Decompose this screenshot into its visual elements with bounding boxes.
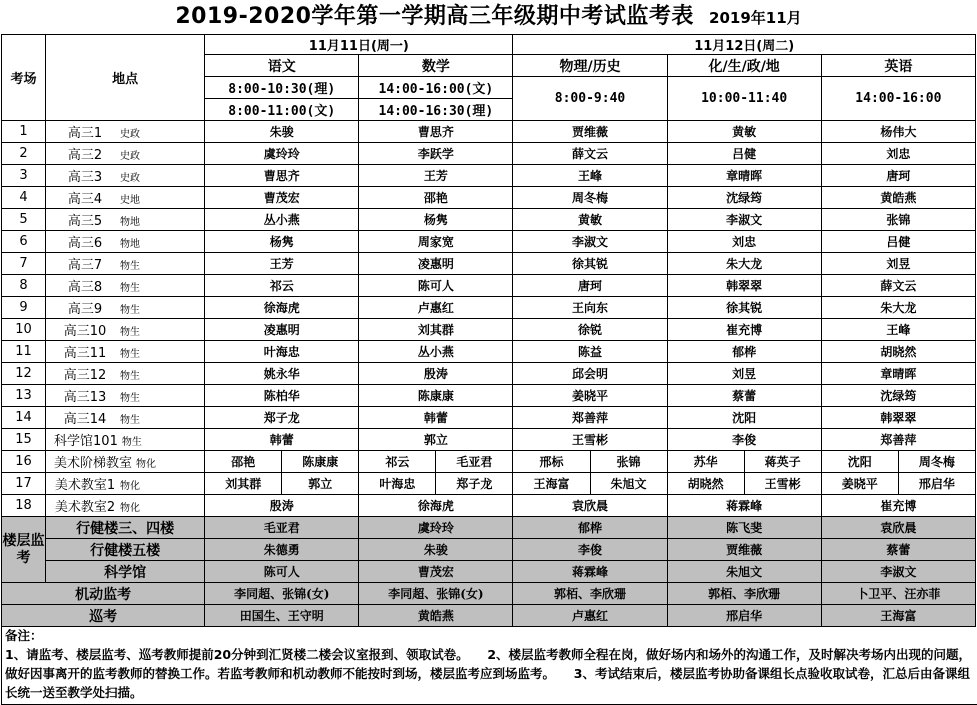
proctor-name: 周冬梅 xyxy=(898,451,975,473)
proctor-name: 王芳 xyxy=(205,253,359,275)
room-location xyxy=(46,253,205,275)
proctor-name: 毛亚君 xyxy=(436,451,513,473)
room-number: 16 xyxy=(2,451,46,473)
proctor-name: 崔充博 xyxy=(667,319,821,341)
proctor-name: 蔡蕾 xyxy=(667,385,821,407)
room-number: 2 xyxy=(2,143,46,165)
proctor-name: 沈绿筠 xyxy=(821,385,975,407)
table-row xyxy=(2,583,976,605)
room-location xyxy=(46,187,205,209)
proctor-name: 刘忠 xyxy=(667,231,821,253)
table-row xyxy=(2,539,976,561)
room-col-header: 考场 xyxy=(2,35,46,121)
room-location xyxy=(46,363,205,385)
proctor-name: 邢标 xyxy=(513,451,590,473)
proctor-name: 陈益 xyxy=(513,341,667,363)
proctor-name: 杨隽 xyxy=(359,209,513,231)
proctor-name: 王雪彬 xyxy=(744,473,821,495)
proctor-name: 王海富 xyxy=(821,605,975,627)
proctor-name: 殷涛 xyxy=(359,363,513,385)
proctor-name: 徐海虎 xyxy=(205,297,359,319)
room-tag: 物化 xyxy=(136,459,157,470)
split-rows xyxy=(2,451,976,517)
room-name: 高三12 xyxy=(63,368,107,383)
room-number: 18 xyxy=(2,495,46,517)
proctor-name: 邱会明 xyxy=(513,363,667,385)
proctor-name: 苏华 xyxy=(667,451,744,473)
proctor-name: 祁云 xyxy=(205,275,359,297)
table-row xyxy=(2,495,976,517)
room-name: 高三1 xyxy=(67,126,103,141)
table-row xyxy=(2,385,976,407)
table-row xyxy=(2,473,976,495)
time-math-art: 14:00-16:00(文) xyxy=(359,77,513,99)
floor-proctor-rows xyxy=(2,517,976,627)
table-row xyxy=(2,275,976,297)
proctor-name: 蒋英子 xyxy=(744,451,821,473)
proctor-name: 陈康康 xyxy=(359,385,513,407)
proctor-name: 丛小燕 xyxy=(359,341,513,363)
proctor-name: 黄皓燕 xyxy=(359,605,513,627)
proctor-name: 沈阳 xyxy=(821,451,898,473)
room-name: 高三5 xyxy=(67,214,103,229)
proctor-name: 刘昱 xyxy=(667,363,821,385)
location-col-header: 地点 xyxy=(46,35,205,121)
room-location xyxy=(46,121,205,143)
room-number: 15 xyxy=(2,429,46,451)
table-row xyxy=(2,319,976,341)
proctor-name: 王海富 xyxy=(513,473,590,495)
proctor-name: 卜卫平、汪亦菲 xyxy=(821,583,975,605)
proctor-name: 吕健 xyxy=(821,231,975,253)
proctor-name: 郑善萍 xyxy=(513,407,667,429)
proctor-name: 王峰 xyxy=(821,319,975,341)
subject-english: 英语 xyxy=(821,55,975,77)
proctor-name: 黄皓燕 xyxy=(821,187,975,209)
room-number: 10 xyxy=(2,319,46,341)
proctor-name: 李同超、张锦(女) xyxy=(359,583,513,605)
room-name: 美术阶梯教室 xyxy=(54,456,133,471)
proctor-name: 薛文云 xyxy=(821,275,975,297)
proctor-name: 郭栢、李欣珊 xyxy=(513,583,667,605)
room-location xyxy=(46,451,205,473)
room-name: 高三10 xyxy=(63,324,107,339)
room-name: 高三7 xyxy=(67,258,103,273)
room-number: 13 xyxy=(2,385,46,407)
table-row xyxy=(2,253,976,275)
table-row xyxy=(2,143,976,165)
room-tag: 物生 xyxy=(120,371,141,382)
table-row xyxy=(2,363,976,385)
time-chinese-art: 8:00-11:00(文) xyxy=(205,99,359,121)
table-row xyxy=(2,165,976,187)
proctor-name: 周家宽 xyxy=(359,231,513,253)
room-name: 高三4 xyxy=(67,192,103,207)
room-name: 高三3 xyxy=(67,170,103,185)
proctor-name: 韩翠翠 xyxy=(821,407,975,429)
proctor-name: 韩翠翠 xyxy=(667,275,821,297)
time-english: 14:00-16:00 xyxy=(821,77,975,121)
proctor-name: 卢惠红 xyxy=(359,297,513,319)
proctor-name: 张锦 xyxy=(821,209,975,231)
room-name: 高三14 xyxy=(63,412,107,427)
proctor-name: 姜晓平 xyxy=(513,385,667,407)
room-name: 高三11 xyxy=(63,346,107,361)
floor-proctor-label: 楼层监考 xyxy=(2,517,46,583)
proctor-name: 王雪彬 xyxy=(513,429,667,451)
proctor-name: 陈柏华 xyxy=(205,385,359,407)
notes-section xyxy=(1,624,977,705)
proctor-name: 薛文云 xyxy=(513,143,667,165)
proctor-name: 凌惠明 xyxy=(359,253,513,275)
proctor-name: 曹茂宏 xyxy=(359,561,513,583)
proctor-name: 刘忠 xyxy=(821,143,975,165)
proctor-name: 崔充博 xyxy=(821,495,975,517)
room-tag: 物地 xyxy=(120,217,141,228)
room-location xyxy=(46,297,205,319)
room-number: 9 xyxy=(2,297,46,319)
proctor-name: 郑子龙 xyxy=(436,473,513,495)
room-location xyxy=(46,165,205,187)
subject-physics-history: 物理/历史 xyxy=(513,55,667,77)
proctor-name: 胡晓然 xyxy=(667,473,744,495)
proctor-name: 朱旭文 xyxy=(667,561,821,583)
room-number: 5 xyxy=(2,209,46,231)
proctor-name: 杨伟大 xyxy=(821,121,975,143)
proctor-name: 王峰 xyxy=(513,165,667,187)
proctor-name: 邵艳 xyxy=(359,187,513,209)
table-header xyxy=(2,35,976,121)
proctor-name: 胡晓然 xyxy=(821,341,975,363)
proctor-name: 沈阳 xyxy=(667,407,821,429)
room-tag: 史政 xyxy=(120,173,141,184)
proctor-name: 邢启华 xyxy=(667,605,821,627)
proctor-name: 袁欣晨 xyxy=(513,495,667,517)
room-number: 11 xyxy=(2,341,46,363)
proctor-name: 姚永华 xyxy=(205,363,359,385)
notes-heading: 备注： xyxy=(5,628,43,643)
proctor-name: 徐其锐 xyxy=(667,297,821,319)
proctor-name: 曹思齐 xyxy=(359,121,513,143)
floor-area: 科学馆 xyxy=(46,561,205,583)
room-tag: 物地 xyxy=(120,239,141,250)
proctor-name: 韩蕾 xyxy=(205,429,359,451)
proctor-name: 刘昱 xyxy=(821,253,975,275)
room-tag: 物生 xyxy=(120,261,141,272)
proctor-name: 韩蕾 xyxy=(359,407,513,429)
proctor-name: 虞玲玲 xyxy=(205,143,359,165)
day2-header: 11月12日(周二) xyxy=(513,35,976,55)
proctor-name: 凌惠明 xyxy=(205,319,359,341)
proctor-name: 刘其群 xyxy=(205,473,282,495)
room-location xyxy=(46,231,205,253)
subject-math: 数学 xyxy=(359,55,513,77)
room-number: 14 xyxy=(2,407,46,429)
room-name: 高三9 xyxy=(67,302,103,317)
table-row xyxy=(2,429,976,451)
proctor-name: 邵艳 xyxy=(205,451,282,473)
room-location xyxy=(46,275,205,297)
table-row xyxy=(2,187,976,209)
proctor-name: 曹思齐 xyxy=(205,165,359,187)
table-row xyxy=(2,517,976,539)
proctor-name: 王芳 xyxy=(359,165,513,187)
proctor-name: 李俊 xyxy=(513,539,667,561)
room-name: 美术教室2 xyxy=(54,500,116,515)
proctor-name: 朱旭文 xyxy=(590,473,667,495)
room-location xyxy=(46,495,205,517)
proctor-name: 徐其锐 xyxy=(513,253,667,275)
proctor-name: 陈康康 xyxy=(282,451,359,473)
room-location xyxy=(46,319,205,341)
proctor-name: 陈可人 xyxy=(205,561,359,583)
proctor-name: 蒋霖峰 xyxy=(513,561,667,583)
proctor-name: 朱大龙 xyxy=(667,253,821,275)
proctor-name: 陈飞斐 xyxy=(667,517,821,539)
proctor-name: 郁桦 xyxy=(513,517,667,539)
room-location xyxy=(46,429,205,451)
proctor-name: 郭立 xyxy=(282,473,359,495)
proctor-name: 郭栢、李欣珊 xyxy=(667,583,821,605)
room-name: 高三13 xyxy=(63,390,107,405)
proctor-name: 卢惠红 xyxy=(513,605,667,627)
proctor-name: 虞玲玲 xyxy=(359,517,513,539)
room-location xyxy=(46,385,205,407)
proctor-name: 李淑文 xyxy=(821,561,975,583)
time-math-sci: 14:00-16:30(理) xyxy=(359,99,513,121)
table-row xyxy=(2,341,976,363)
room-name: 高三2 xyxy=(67,148,103,163)
room-tag: 史政 xyxy=(120,129,141,140)
proctor-name: 贾维薇 xyxy=(513,121,667,143)
time-physics: 8:00-9:40 xyxy=(513,77,667,121)
proctor-name: 郁桦 xyxy=(667,341,821,363)
table-row xyxy=(2,209,976,231)
time-chinese-sci: 8:00-10:30(理) xyxy=(205,77,359,99)
proctor-name: 袁欣晨 xyxy=(821,517,975,539)
room-tag: 史地 xyxy=(120,195,141,206)
floor-area: 行健楼三、四楼 xyxy=(46,517,205,539)
page-title: 2019-2020学年第一学期高三年级期中考试监考表 xyxy=(175,4,694,29)
room-number: 17 xyxy=(2,473,46,495)
floor-area: 行健楼五楼 xyxy=(46,539,205,561)
room-location xyxy=(46,209,205,231)
day1-header: 11月11日(周一) xyxy=(205,35,513,55)
proctor-name: 唐珂 xyxy=(513,275,667,297)
proctor-name: 章晴晖 xyxy=(821,363,975,385)
room-number: 6 xyxy=(2,231,46,253)
proctor-name: 李跃学 xyxy=(359,143,513,165)
proctor-name: 毛亚君 xyxy=(205,517,359,539)
room-tag: 物生 xyxy=(120,327,141,338)
proctor-name: 黄敏 xyxy=(513,209,667,231)
proctor-name: 郭立 xyxy=(359,429,513,451)
proctor-name: 李淑文 xyxy=(667,209,821,231)
proctor-name: 邢启华 xyxy=(898,473,975,495)
proctor-name: 章晴晖 xyxy=(667,165,821,187)
schedule-table xyxy=(1,34,976,627)
room-location xyxy=(46,341,205,363)
proctor-name: 曹茂宏 xyxy=(205,187,359,209)
room-number: 1 xyxy=(2,121,46,143)
room-tag: 物生 xyxy=(120,393,141,404)
proctor-name: 丛小燕 xyxy=(205,209,359,231)
room-location xyxy=(46,473,205,495)
room-tag: 物化 xyxy=(120,503,141,514)
room-number: 7 xyxy=(2,253,46,275)
proctor-name: 李同超、张锦(女) xyxy=(205,583,359,605)
table-row xyxy=(2,407,976,429)
table-row xyxy=(2,451,976,473)
table-row xyxy=(2,231,976,253)
proctor-name: 叶海忠 xyxy=(205,341,359,363)
room-number: 8 xyxy=(2,275,46,297)
proctor-name: 叶海忠 xyxy=(359,473,436,495)
proctor-name: 李俊 xyxy=(667,429,821,451)
proctor-name: 朱骏 xyxy=(359,539,513,561)
notes-body: 1、请监考、楼层监考、巡考教师提前20分钟到汇贤楼二楼会议室报到、领取试卷。 2、楼层监考教师全程在岗，做好场内和场外的沟通工作，及时解决考场内出现的问题，做好因事离开的监考教师的替换工作。若监考教师和机动教师不能按时到场，楼层监考应到场监考。 3、考试结束后，楼层监考协助备课组长点验收取试卷，汇总后由备课组长统一送至教学处扫描。 xyxy=(5,647,972,700)
proctor-name: 李淑文 xyxy=(513,231,667,253)
room-name: 科学馆101 xyxy=(54,434,118,449)
patrol-label: 巡考 xyxy=(2,605,205,627)
room-tag: 物化 xyxy=(120,481,141,492)
time-chem: 10:00-11:40 xyxy=(667,77,821,121)
proctor-name: 郑善萍 xyxy=(821,429,975,451)
table-row xyxy=(2,297,976,319)
title-date: 2019年11月 xyxy=(709,9,802,27)
proctor-name: 黄敏 xyxy=(667,121,821,143)
room-name: 美术教室1 xyxy=(54,478,116,493)
proctor-name: 田国生、王守明 xyxy=(205,605,359,627)
proctor-name: 殷涛 xyxy=(205,495,359,517)
proctor-name: 姜晓平 xyxy=(821,473,898,495)
proctor-name: 朱骏 xyxy=(205,121,359,143)
mobile-proctor-label: 机动监考 xyxy=(2,583,205,605)
proctor-name: 沈绿筠 xyxy=(667,187,821,209)
room-location xyxy=(46,143,205,165)
room-name: 高三6 xyxy=(67,236,103,251)
proctor-name: 蔡蕾 xyxy=(821,539,975,561)
room-number: 4 xyxy=(2,187,46,209)
room-number: 3 xyxy=(2,165,46,187)
proctor-name: 蒋霖峰 xyxy=(667,495,821,517)
room-location xyxy=(46,407,205,429)
proctor-name: 贾维薇 xyxy=(667,539,821,561)
proctor-name: 祁云 xyxy=(359,451,436,473)
proctor-name: 王向东 xyxy=(513,297,667,319)
proctor-name: 张锦 xyxy=(590,451,667,473)
table-row xyxy=(2,121,976,143)
proctor-name: 朱大龙 xyxy=(821,297,975,319)
room-tag: 物生 xyxy=(120,283,141,294)
room-rows xyxy=(2,121,976,451)
room-tag: 物生 xyxy=(120,305,141,316)
room-tag: 史政 xyxy=(120,151,141,162)
room-tag: 物生 xyxy=(121,437,142,448)
proctor-name: 周冬梅 xyxy=(513,187,667,209)
room-number: 12 xyxy=(2,363,46,385)
proctor-name: 陈可人 xyxy=(359,275,513,297)
proctor-name: 杨隽 xyxy=(205,231,359,253)
room-tag: 物生 xyxy=(120,415,141,426)
proctor-name: 徐锐 xyxy=(513,319,667,341)
proctor-name: 唐珂 xyxy=(821,165,975,187)
proctor-name: 吕健 xyxy=(667,143,821,165)
proctor-name: 刘其群 xyxy=(359,319,513,341)
proctor-name: 郑子龙 xyxy=(205,407,359,429)
table-row xyxy=(2,561,976,583)
proctor-name: 朱德勇 xyxy=(205,539,359,561)
subject-chinese: 语文 xyxy=(205,55,359,77)
room-tag: 物生 xyxy=(120,349,141,360)
title-bar xyxy=(0,0,977,34)
room-name: 高三8 xyxy=(67,280,103,295)
proctor-name: 徐海虎 xyxy=(359,495,513,517)
subject-chem-bio-pol-geo: 化/生/政/地 xyxy=(667,55,821,77)
